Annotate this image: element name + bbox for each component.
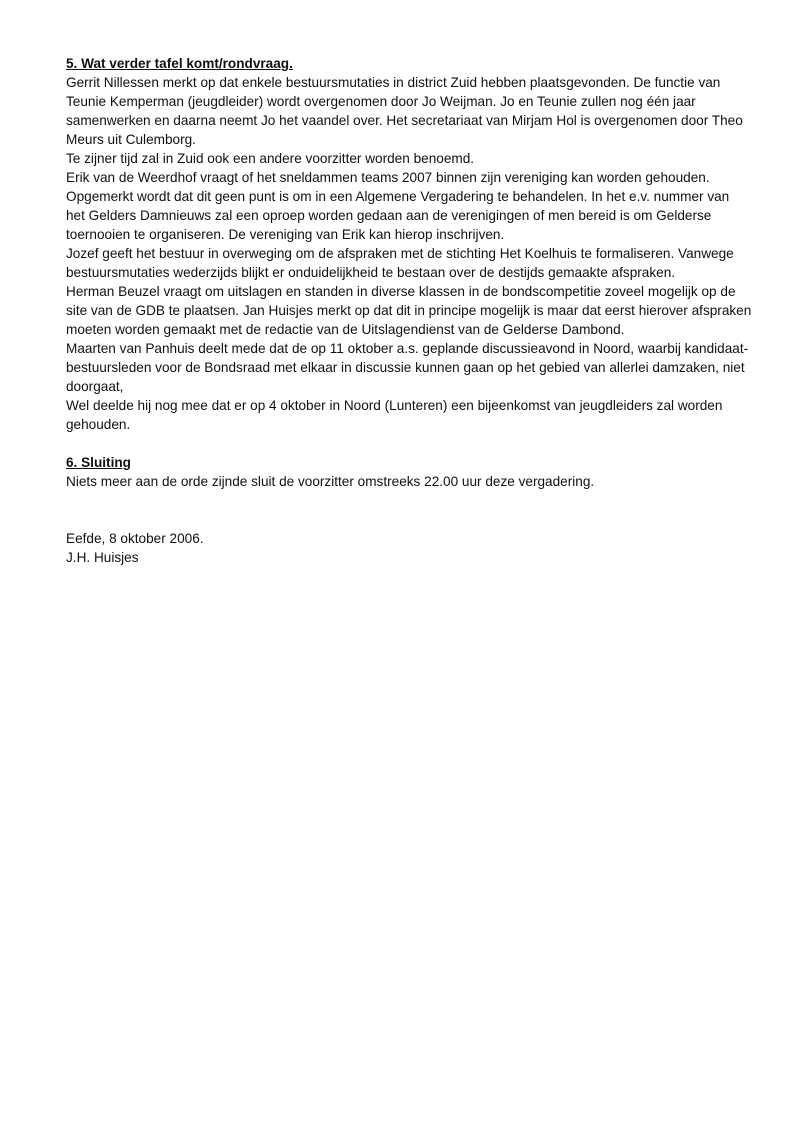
text-line: moeten worden gemaakt met de redactie van de Uitslagendienst van de Gelderse Dambond. <box>66 322 625 337</box>
section-heading-sluiting: 6. Sluiting <box>66 455 131 470</box>
text-line: Meurs uit Culemborg. <box>66 132 196 147</box>
signature-place-date: Eefde, 8 oktober 2006. <box>66 531 204 546</box>
section-sluiting <box>66 453 760 491</box>
text-line: het Gelders Damnieuws zal een oproep worden gedaan aan de verenigingen of men bereid is om Gelderse <box>66 208 712 223</box>
text-line: Opgemerkt wordt dat dit geen punt is om in een Algemene Vergadering te behandelen. In het e.v. nummer van <box>66 189 730 204</box>
text-line: toernooien te organiseren. De vereniging van Erik kan hierop inschrijven. <box>66 227 505 242</box>
text-line: Maarten van Panhuis deelt mede dat de op 11 oktober a.s. geplande discussieavond in Noord, waarbij kandidaat- <box>66 341 749 356</box>
text-line: Gerrit Nillessen merkt op dat enkele bestuursmutaties in district Zuid hebben plaatsgevonden. De functie van <box>66 75 721 90</box>
text-line: bestuursleden voor de Bondsraad met elkaar in discussie kunnen gaan op het gebied van allerlei damzaken, niet <box>66 360 745 375</box>
text-line: samenwerken en daarna neemt Jo het vaandel over. Het secretariaat van Mirjam Hol is overgenomen door Theo <box>66 113 743 128</box>
section-rondvraag-body <box>66 73 760 434</box>
text-line: doorgaat, <box>66 379 124 394</box>
spacer <box>66 491 760 529</box>
text-line: Wel deelde hij nog mee dat er op 4 oktober in Noord (Lunteren) een bijeenkomst van jeugdleiders zal worden <box>66 398 723 413</box>
text-line: Teunie Kemperman (jeugdleider) wordt overgenomen door Jo Weijman. Jo en Teunie zullen nog één jaar <box>66 94 696 109</box>
section-rondvraag <box>66 54 760 434</box>
text-line: bestuursmutaties wederzijds blijkt er onduidelijkheid te bestaan over de destijds gemaakte afspraken. <box>66 265 676 280</box>
text-line: Jozef geeft het bestuur in overweging om de afspraken met de stichting Het Koelhuis te formaliseren. Vanwege <box>66 246 734 261</box>
signature-block <box>66 529 760 567</box>
text-line: site van de GDB te plaatsen. Jan Huisjes merkt op dat dit in principe mogelijk is maar dat eerst hierover afspraken <box>66 303 752 318</box>
spacer <box>66 434 760 453</box>
text-line: gehouden. <box>66 417 131 432</box>
text-line: Erik van de Weerdhof vraagt of het sneldammen teams 2007 binnen zijn vereniging kan worden gehouden. <box>66 170 710 185</box>
text-line: Herman Beuzel vraagt om uitslagen en standen in diverse klassen in de bondscompetitie zoveel mogelijk op de <box>66 284 736 299</box>
section-sluiting-body: Niets meer aan de orde zijnde sluit de voorzitter omstreeks 22.00 uur deze vergadering. <box>66 474 595 489</box>
section-heading-rondvraag: 5. Wat verder tafel komt/rondvraag. <box>66 56 293 71</box>
signature-name: J.H. Huisjes <box>66 550 139 565</box>
text-line: Te zijner tijd zal in Zuid ook een andere voorzitter worden benoemd. <box>66 151 475 166</box>
